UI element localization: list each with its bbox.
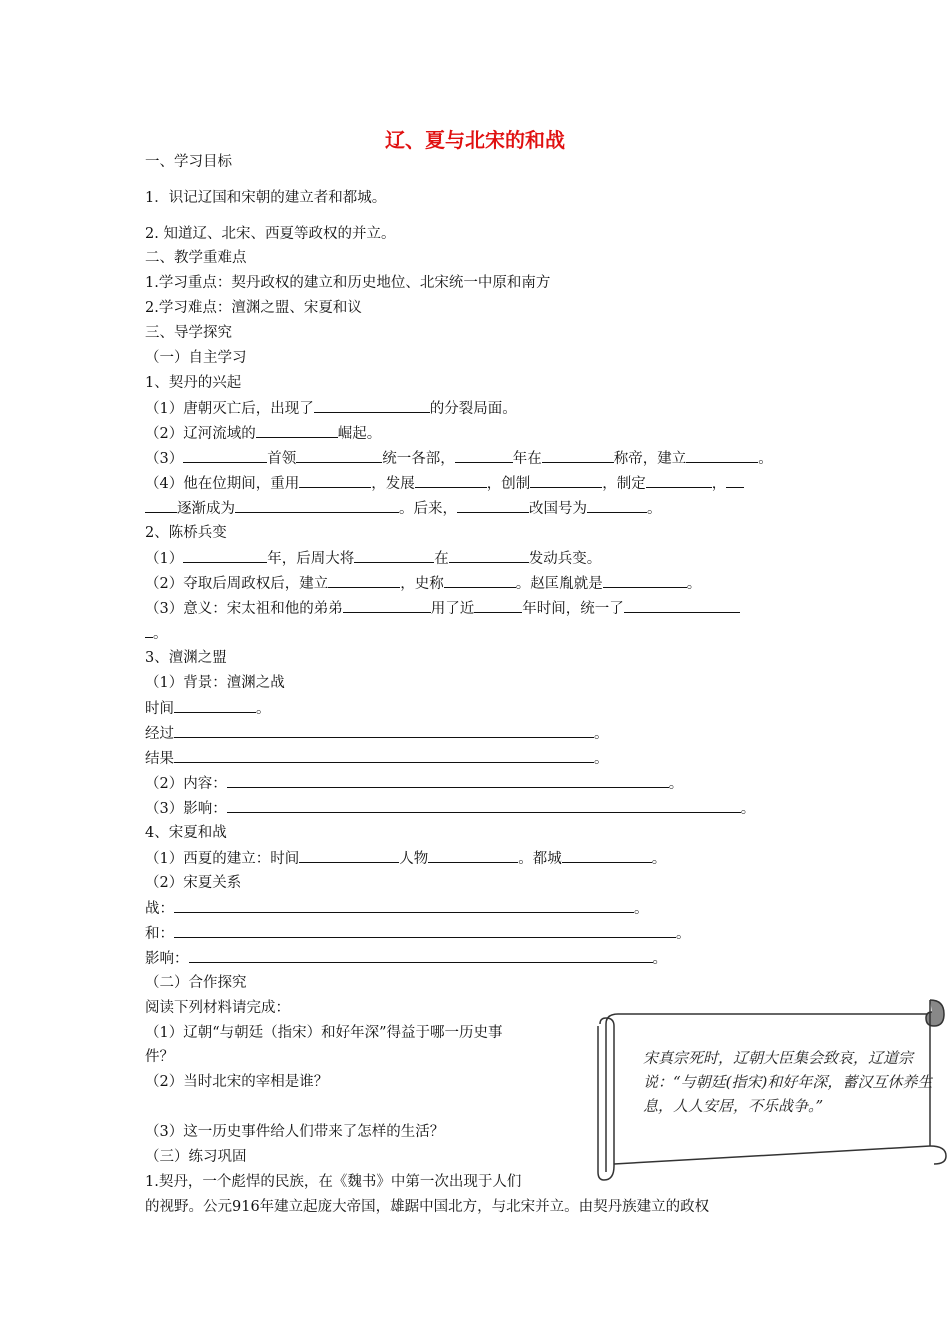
topic-chanyuan-treaty: 3、澶渊之盟	[145, 650, 227, 666]
question-3-time: 时间 。	[145, 698, 271, 719]
question-4-peace: 和： 。	[145, 923, 691, 944]
question-2-1: （1） 年，后周大将 在 发动兵变。	[145, 548, 601, 569]
fill-blank[interactable]	[354, 548, 434, 563]
question-2-3: （3）意义：宋太祖和他的弟弟 用了近 年时间，统一了	[145, 598, 740, 619]
question-1-4: （4）他在位期间，重用 ，发展 ，创制 ，制定 ，	[145, 473, 744, 494]
question-3-2: （2）内容： 。	[145, 773, 683, 794]
fill-blank[interactable]	[726, 473, 744, 488]
fill-blank[interactable]	[428, 848, 518, 863]
fill-blank[interactable]	[227, 773, 669, 788]
section-heading-goals: 一、学习目标	[145, 154, 232, 170]
fill-blank[interactable]	[296, 448, 382, 463]
fill-blank[interactable]	[174, 698, 256, 713]
question-3-3: （3）影响： 。	[145, 798, 755, 819]
coop-question-1-cont: 件？	[145, 1049, 174, 1065]
question-3-result: 结果 。	[145, 748, 609, 769]
question-4-war: 战： 。	[145, 898, 649, 919]
fill-blank[interactable]	[624, 598, 740, 613]
question-3-1: （1）背景：澶渊之战	[145, 675, 285, 691]
question-4-2: （2）宋夏关系	[145, 875, 242, 891]
fill-blank[interactable]	[530, 473, 602, 488]
question-4-1: （1）西夏的建立：时间 人物 。都城 。	[145, 848, 666, 869]
topic-khitan-rise: 1、契丹的兴起	[145, 375, 242, 391]
fill-blank[interactable]	[455, 448, 513, 463]
fill-blank[interactable]	[299, 473, 371, 488]
topic-song-xia: 4、宋夏和战	[145, 825, 227, 841]
fill-blank[interactable]	[603, 573, 687, 588]
fill-blank[interactable]	[646, 473, 712, 488]
fill-blank[interactable]	[189, 948, 653, 963]
subsection-self-study: （一）自主学习	[145, 350, 247, 366]
goal-item-1: 1．识记辽国和宋朝的建立者和都城。	[145, 190, 387, 206]
fill-blank[interactable]	[174, 898, 634, 913]
question-3-process: 经过 。	[145, 723, 609, 744]
fill-blank[interactable]	[183, 548, 267, 563]
fill-blank[interactable]	[174, 748, 594, 763]
section-heading-explore: 三、导学探究	[145, 325, 232, 341]
keypoint-1: 1.学习重点：契丹政权的建立和历史地位、北宋统一中原和南方	[145, 275, 551, 291]
keypoint-2: 2.学习难点：澶渊之盟、宋夏和议	[145, 300, 362, 316]
fill-blank[interactable]	[587, 498, 647, 513]
reading-instruction: 阅读下列材料请完成：	[145, 1000, 290, 1016]
question-1-3: （3） 首领 统一各部， 年在 称帝，建立 。	[145, 448, 773, 469]
question-1-2: （2）辽河流域的 崛起。	[145, 423, 381, 444]
fill-blank[interactable]	[299, 848, 399, 863]
practice-item-1: 1.契丹，一个彪悍的民族，在《魏书》中第一次出现于人们	[145, 1174, 522, 1190]
fill-blank[interactable]	[542, 448, 614, 463]
fill-blank[interactable]	[562, 848, 652, 863]
question-1-5: 逐渐成为 。后来， 改国号为 。	[145, 498, 662, 519]
subsection-cooperative: （二）合作探究	[145, 975, 247, 991]
fill-blank[interactable]	[145, 498, 177, 513]
coop-question-3: （3）这一历史事件给人们带来了怎样的生活？	[145, 1124, 445, 1140]
fill-blank[interactable]	[328, 573, 400, 588]
fill-blank[interactable]	[343, 598, 431, 613]
practice-item-1-cont: 的视野。公元916年建立起庞大帝国，雄踞中国北方，与北宋并立。由契丹族建立的政权	[145, 1199, 710, 1215]
fill-blank[interactable]	[235, 498, 399, 513]
coop-question-2: （2）当时北宋的宰相是谁？	[145, 1074, 329, 1090]
fill-blank[interactable]	[227, 798, 741, 813]
fill-blank[interactable]	[444, 573, 516, 588]
question-1-1: （1）唐朝灭亡后，出现了 的分裂局面。	[145, 398, 517, 419]
fill-blank[interactable]	[314, 398, 430, 413]
coop-question-1: （1）辽朝“与朝廷（指宋）和好年深”得益于哪一历史事	[145, 1025, 503, 1041]
fill-blank[interactable]	[474, 598, 522, 613]
topic-chenqiao-mutiny: 2、陈桥兵变	[145, 525, 227, 541]
fill-blank[interactable]	[449, 548, 529, 563]
section-heading-keypoints: 二、教学重难点	[145, 250, 247, 266]
question-4-effect: 影响： 。	[145, 948, 667, 969]
scroll-quote: 宋真宗死时，辽朝大臣集会致哀，辽道宗说：“与朝廷(指宋)和好年深，蓄汉互休养生息，人人安居，不乐战争。”	[643, 1049, 933, 1115]
fill-blank[interactable]	[457, 498, 529, 513]
fill-blank[interactable]	[145, 623, 153, 638]
page-title: 辽、夏与北宋的和战	[385, 128, 565, 152]
fill-blank[interactable]	[256, 423, 338, 438]
fill-blank[interactable]	[174, 923, 676, 938]
subsection-practice: （三）练习巩固	[145, 1149, 247, 1165]
goal-item-2: 2. 知道辽、北宋、西夏等政权的并立。	[145, 226, 396, 242]
fill-blank[interactable]	[686, 448, 758, 463]
fill-blank[interactable]	[183, 448, 267, 463]
question-2-3-cont: 。	[145, 623, 168, 644]
fill-blank[interactable]	[415, 473, 487, 488]
fill-blank[interactable]	[174, 723, 594, 738]
question-2-2: （2）夺取后周政权后，建立 ，史称 。赵匡胤就是 。	[145, 573, 701, 594]
